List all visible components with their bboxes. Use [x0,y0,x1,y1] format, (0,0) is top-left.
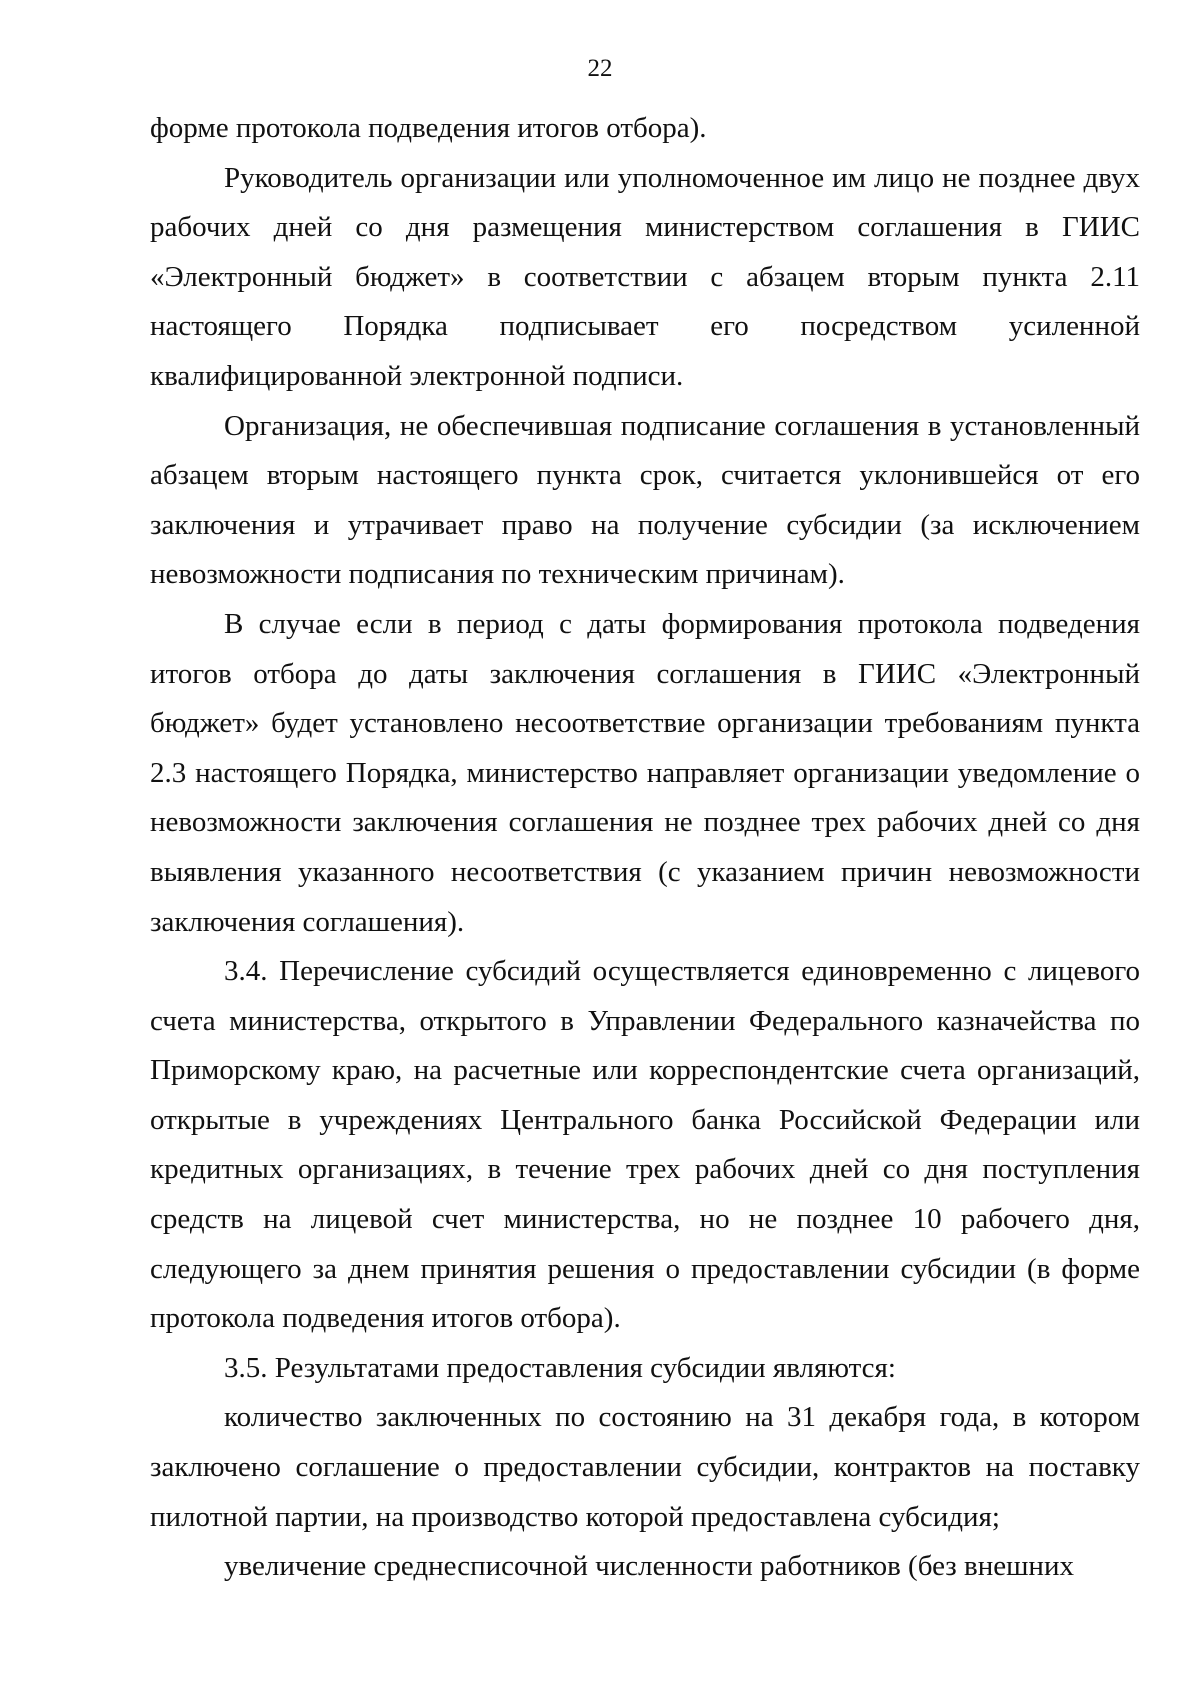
paragraph-continuation: форме протокола подведения итогов отбора). [150,112,707,144]
paragraph-3-5: 3.5. Результатами предоставления субсидии являются: [224,1351,896,1384]
paragraph-result-contracts: количество заключенных по состоянию на 31 декабря года, в котором заключено соглашение о предоставлении субсидии, контрактов на поставку пилотной партии, на производство которой предоставлена субсидия; [150,1401,1140,1533]
page-number: 22 [587,55,613,82]
document-body [150,104,1140,1592]
paragraph-noncompliance: В случае если в период с даты формирования протокола подведения итогов отбора до даты заключения соглашения в ГИИС «Электронный бюджет» будет установлено несоответствие организации требованиям пункта 2.3 настоящего Порядка, министерство направляет организации уведомление о невозможности заключения соглашения не позднее трех рабочих дней со дня выявления указанного несоответствия (с указанием причин невозможности заключения соглашения). [150,607,1140,938]
paragraph-result-headcount: увеличение среднесписочной численности работников (без внешних [224,1550,1074,1583]
paragraph-3-4: 3.4. Перечисление субсидий осуществляется единовременно с лицевого счета министерства, открытого в Управлении Федерального казначейства по Приморскому краю, на расчетные или корреспондентские счета организаций, открытые в учреждениях Центрального банка Российской Федерации или кредитных организациях, в течение трех рабочих дней со дня поступления средств на лицевой счет министерства, но не позднее 10 рабочего дня, следующего за днем принятия решения о предоставлении субсидии (в форме протокола подведения итогов отбора). [150,955,1140,1335]
paragraph-evasion: Организация, не обеспечившая подписание соглашения в установленный абзацем вторым настоящего пункта срок, считается уклонившейся от его заключения и утрачивает право на получение субсидии (за исключением невозможности подписания по техническим причинам). [150,409,1140,591]
paragraph-signing: Руководитель организации или уполномоченное им лицо не позднее двух рабочих дней со дня размещения министерством соглашения в ГИИС «Электронный бюджет» в соответствии с абзацем вторым пункта 2.11 настоящего Порядка подписывает его посредством усиленной квалифицированной электронной подписи. [150,161,1140,392]
